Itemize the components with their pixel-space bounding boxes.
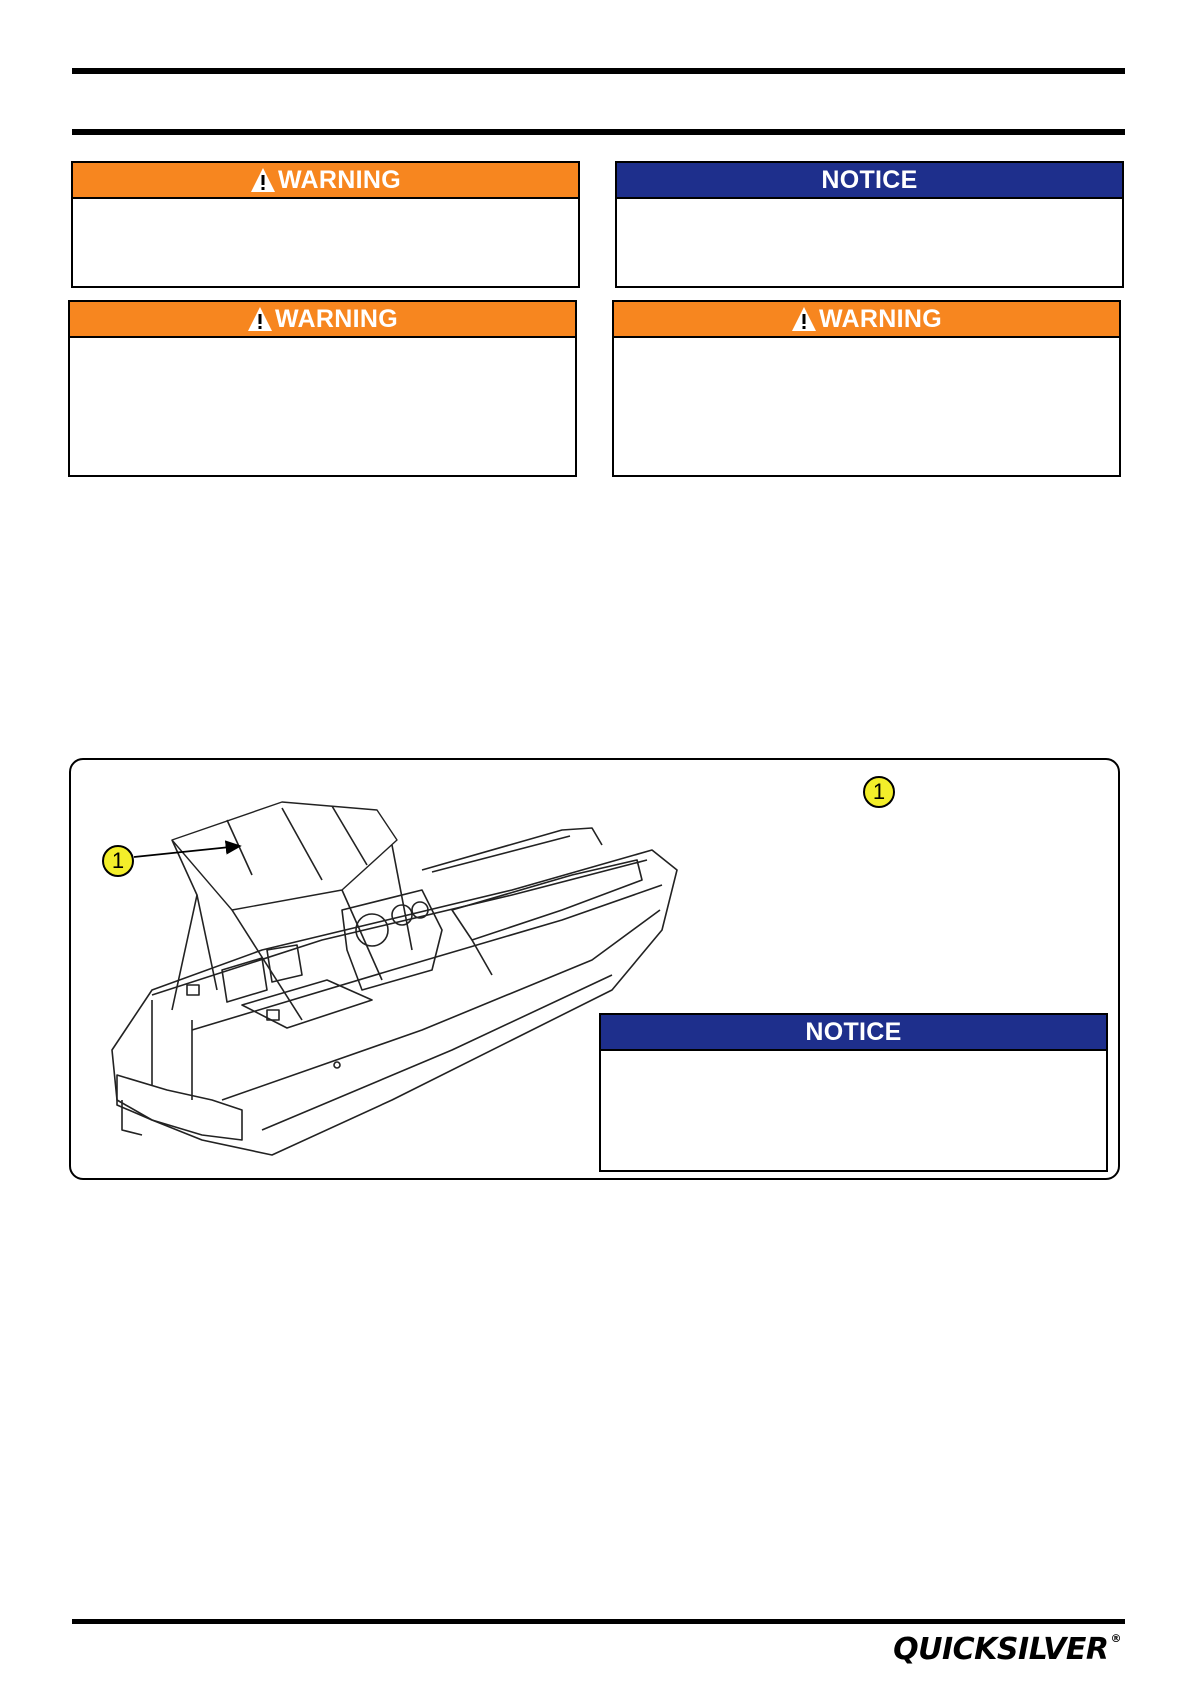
callout-number: 1 bbox=[872, 779, 886, 804]
notice-box-2 bbox=[599, 1013, 1108, 1172]
registered-mark: ® bbox=[1110, 1632, 1121, 1645]
header-rule bbox=[72, 129, 1125, 135]
warning-triangle-icon bbox=[250, 167, 276, 193]
notice-header bbox=[617, 163, 1122, 199]
warning-header bbox=[70, 302, 575, 338]
brand-logo bbox=[893, 1632, 1121, 1667]
top-rule bbox=[72, 68, 1125, 74]
warning-box-1 bbox=[71, 161, 580, 288]
callout-1-legend bbox=[863, 776, 895, 808]
footer-rule bbox=[72, 1619, 1125, 1624]
notice-box-1 bbox=[615, 161, 1124, 288]
callout-1-boat bbox=[102, 845, 134, 877]
callout-number: 1 bbox=[111, 848, 125, 873]
warning-label: WARNING bbox=[278, 165, 401, 194]
warning-box-3 bbox=[612, 300, 1121, 477]
brand-name: QUICKSILVER bbox=[893, 1632, 1109, 1667]
warning-label: WARNING bbox=[819, 304, 942, 333]
warning-box-2 bbox=[68, 300, 577, 477]
notice-header bbox=[601, 1015, 1106, 1051]
notice-label: NOTICE bbox=[821, 165, 918, 194]
warning-triangle-icon bbox=[791, 306, 817, 332]
warning-header bbox=[73, 163, 578, 199]
warning-triangle-icon bbox=[247, 306, 273, 332]
warning-label: WARNING bbox=[275, 304, 398, 333]
warning-header bbox=[614, 302, 1119, 338]
notice-label: NOTICE bbox=[805, 1017, 902, 1046]
